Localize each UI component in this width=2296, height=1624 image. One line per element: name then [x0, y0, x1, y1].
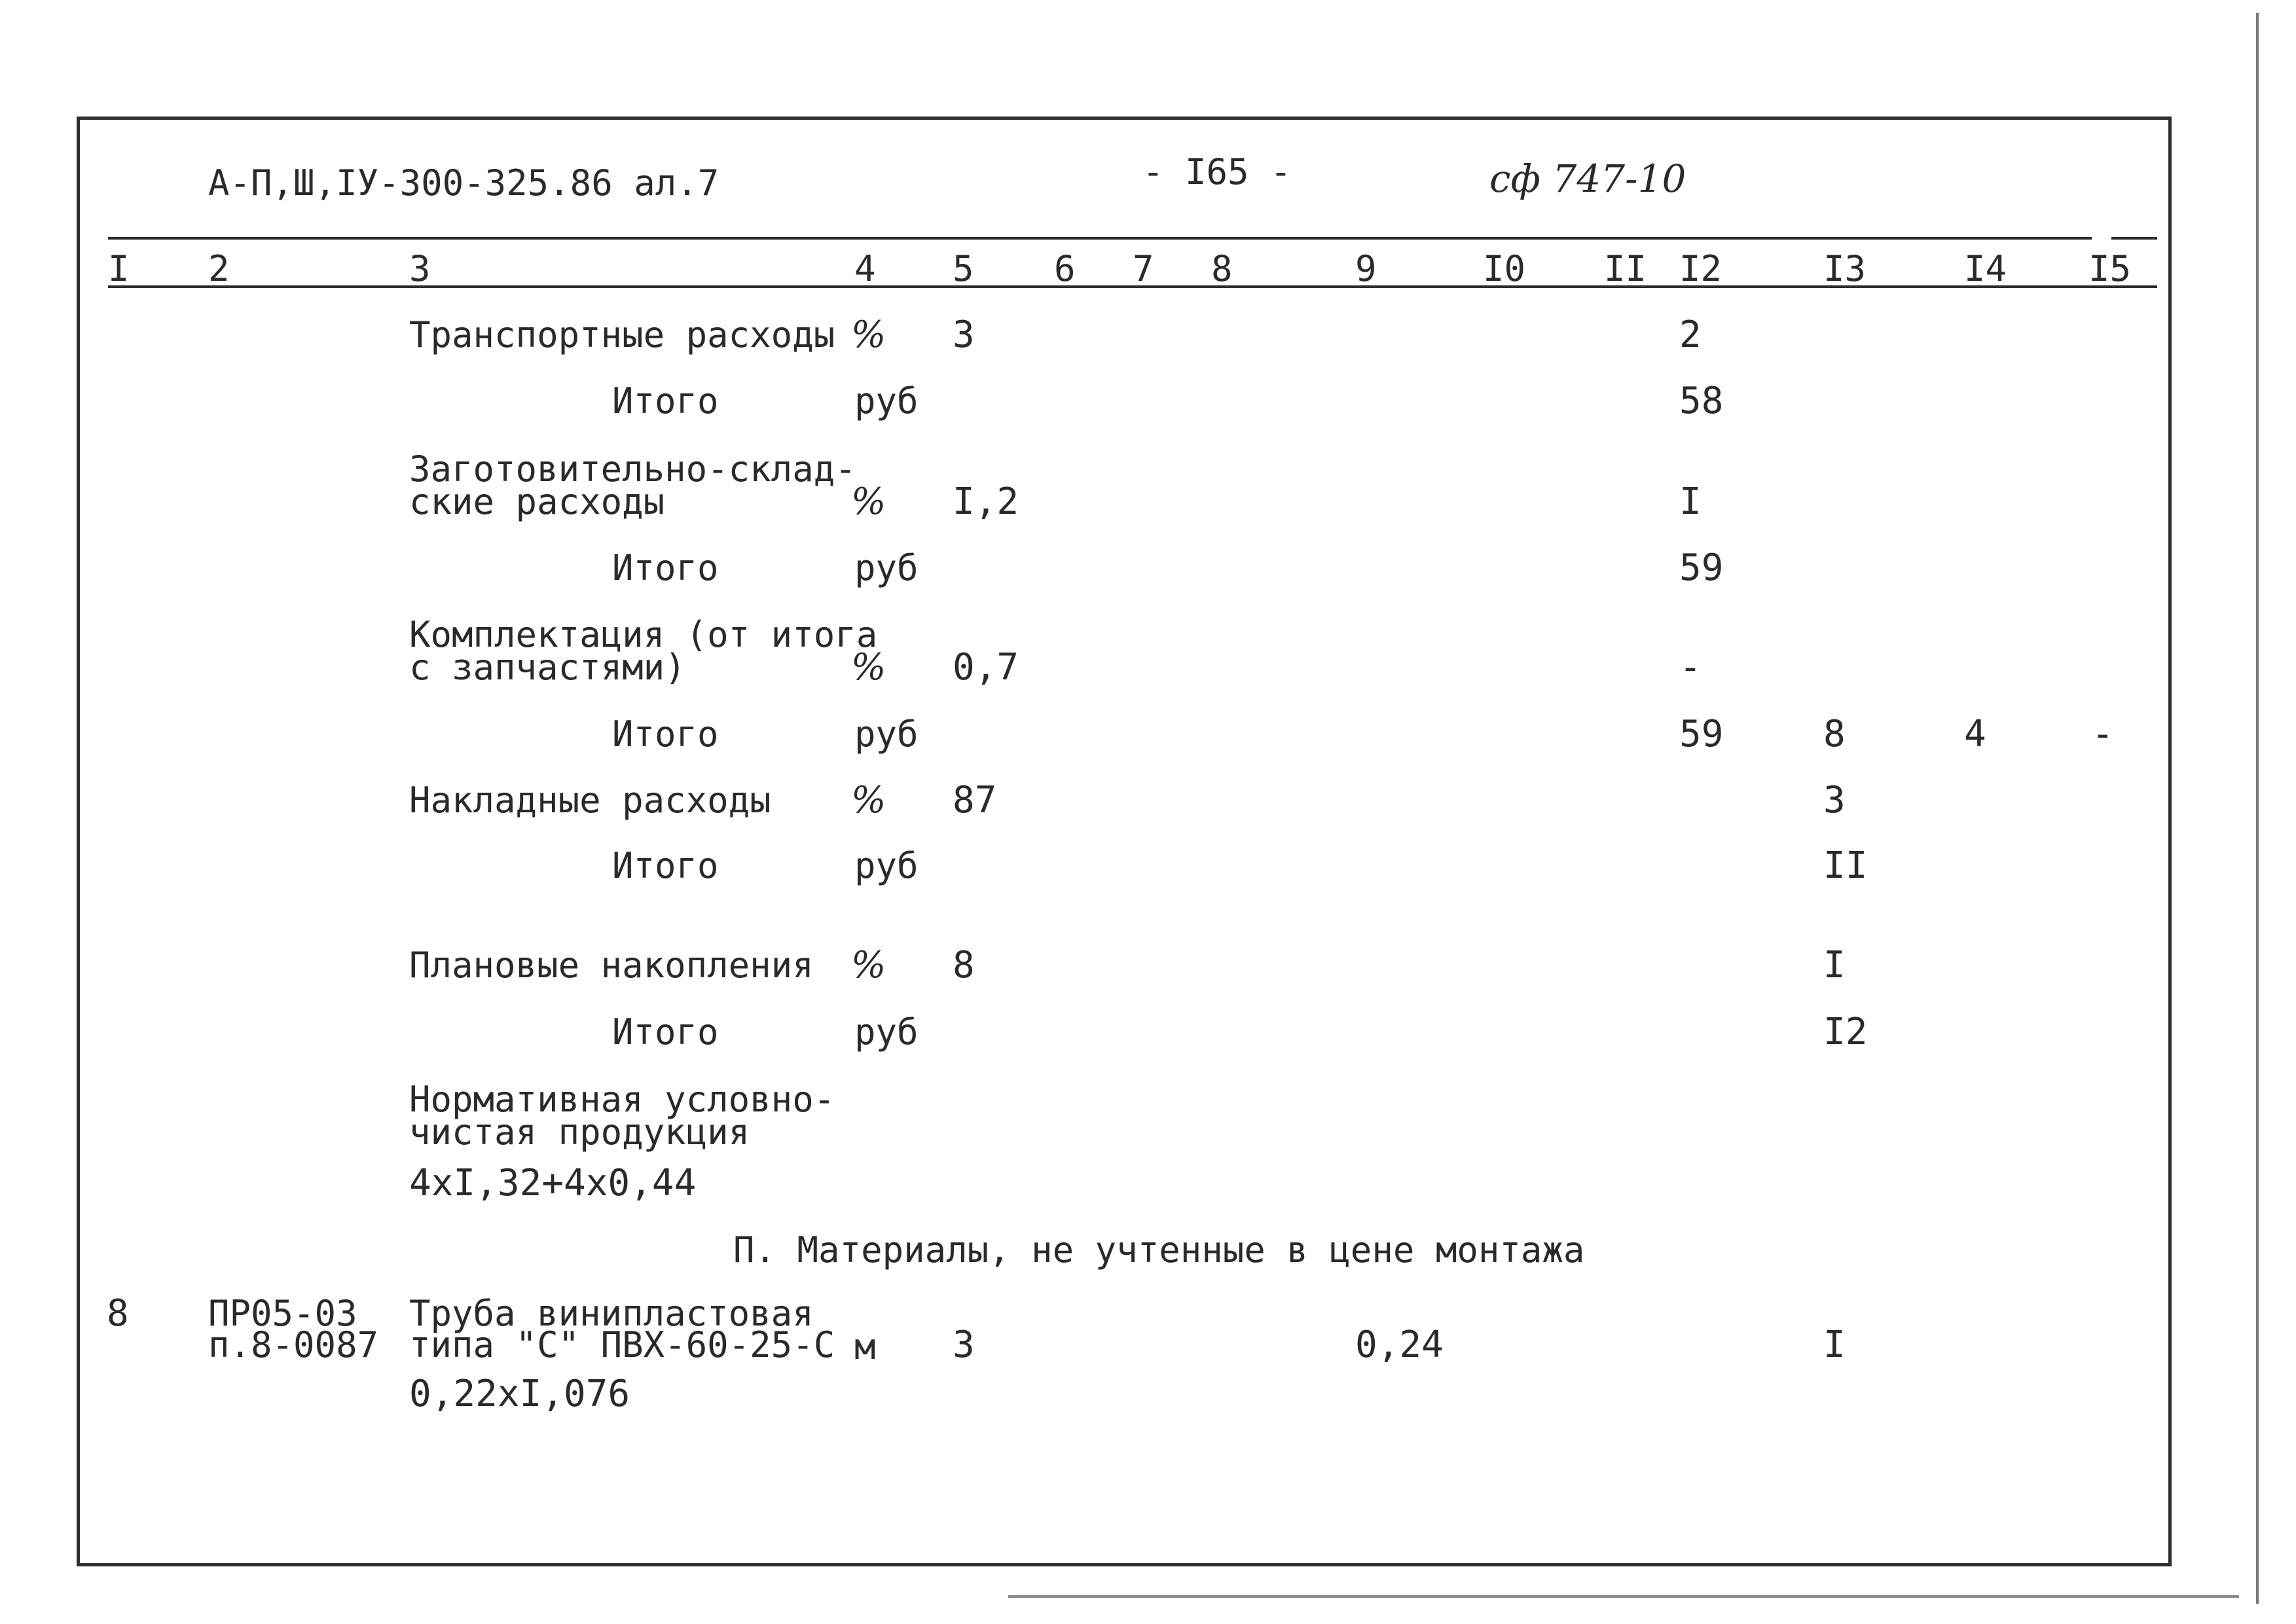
- col-num-4: 4: [854, 248, 876, 289]
- row-planned-c13: I: [1823, 944, 1846, 986]
- row-completing-total-unit: руб: [854, 713, 919, 755]
- row-overhead-name: Накладные расходы: [409, 780, 771, 821]
- row-planned-unit: %: [851, 944, 886, 986]
- item-8-c9: 0,24: [1355, 1324, 1444, 1366]
- row-overhead-total-unit: руб: [854, 845, 919, 886]
- col-num-1: I: [108, 248, 130, 289]
- col-num-13: I3: [1823, 248, 1867, 289]
- row-storage-total-c12: 59: [1679, 547, 1724, 589]
- row-storage-c5: I,2: [953, 480, 1019, 523]
- sheet-edge-bottom: [1008, 1595, 2239, 1598]
- row-transport-total-name: Итого: [612, 380, 719, 422]
- row-completing-c5: 0,7: [953, 646, 1019, 689]
- row-completing-total-c15: -: [2092, 713, 2114, 755]
- row-storage-c12: I: [1679, 480, 1702, 523]
- row-completing-total-name: Итого: [612, 713, 719, 755]
- row-completing-total-c13: 8: [1823, 713, 1846, 755]
- row-planned-total-c13: I2: [1823, 1011, 1868, 1053]
- header-rule-top-right: [2111, 237, 2157, 240]
- item-8-formula: 0,22xI,076: [409, 1373, 630, 1415]
- row-storage-total-name: Итого: [612, 547, 719, 588]
- item-8-name-2: типа "С" ПВХ-60-25-С: [409, 1324, 835, 1365]
- row-planned-c5: 8: [953, 944, 975, 986]
- page-frame: [77, 117, 2172, 1566]
- row-planned-total-unit: руб: [854, 1011, 919, 1053]
- item-8-name-1: Труба винипластовая: [409, 1293, 814, 1334]
- item-8-unit: м: [854, 1326, 876, 1367]
- col-num-8: 8: [1211, 248, 1233, 289]
- row-storage-name-1: Заготовительно-склад-: [409, 448, 856, 490]
- col-num-7: 7: [1133, 248, 1154, 289]
- item-8-code-2: п.8-0087: [208, 1324, 379, 1365]
- row-storage-unit: %: [851, 480, 886, 523]
- row-normative-name-2: чистая продукция: [409, 1111, 750, 1153]
- section-title: П. Материалы, не учтенные в цене монтажа: [733, 1229, 1585, 1271]
- col-num-15: I5: [2088, 248, 2132, 289]
- row-completing-name-2: с запчастями): [409, 647, 686, 688]
- row-overhead-total-name: Итого: [612, 845, 719, 886]
- col-num-9: 9: [1355, 248, 1377, 289]
- row-storage-name-2: ские расходы: [409, 481, 665, 522]
- item-8-c13: I: [1823, 1324, 1846, 1366]
- row-normative-name-1: Нормативная условно-: [409, 1079, 835, 1120]
- item-8-c5: 3: [953, 1324, 975, 1366]
- row-completing-total-c12: 59: [1679, 713, 1724, 755]
- row-transport-name: Транспортные расходы: [409, 314, 835, 355]
- col-num-10: I0: [1483, 248, 1526, 289]
- row-storage-total-unit: руб: [854, 547, 919, 588]
- col-num-5: 5: [953, 248, 974, 289]
- row-completing-unit: %: [851, 646, 886, 689]
- page-number: - I65 -: [1142, 151, 1292, 192]
- row-completing-total-c14: 4: [1964, 713, 1986, 755]
- doc-code: А-П,Ш,IУ-300-325.86 ал.7: [208, 162, 720, 204]
- item-8-position: 8: [107, 1292, 129, 1335]
- item-8-code-1: ПР05-03: [208, 1293, 357, 1334]
- row-overhead-total-c13: II: [1823, 844, 1868, 887]
- col-num-3: 3: [409, 248, 431, 289]
- row-planned-name: Плановые накопления: [409, 945, 814, 986]
- row-transport-c12: 2: [1679, 314, 1702, 356]
- row-planned-total-name: Итого: [612, 1011, 719, 1053]
- row-transport-c5: 3: [953, 314, 975, 356]
- row-transport-total-unit: руб: [854, 380, 919, 422]
- row-normative-formula: 4xI,32+4x0,44: [409, 1162, 697, 1204]
- row-completing-name-1: Комплектация (от итога: [409, 614, 878, 655]
- row-overhead-c13: 3: [1823, 779, 1846, 821]
- col-num-14: I4: [1964, 248, 2007, 289]
- col-num-12: I2: [1679, 248, 1722, 289]
- row-completing-c12: -: [1679, 646, 1702, 689]
- col-num-6: 6: [1054, 248, 1076, 289]
- header-rule-top: [108, 237, 2092, 240]
- row-transport-unit: %: [851, 314, 886, 356]
- row-overhead-unit: %: [851, 779, 886, 821]
- row-transport-total-c12: 58: [1679, 380, 1724, 422]
- col-num-2: 2: [208, 248, 230, 289]
- sheet-edge-right: [2256, 13, 2259, 1604]
- row-overhead-c5: 87: [953, 779, 997, 821]
- handwritten-signature: сф 747-10: [1489, 156, 1686, 201]
- col-num-11: II: [1604, 248, 1647, 289]
